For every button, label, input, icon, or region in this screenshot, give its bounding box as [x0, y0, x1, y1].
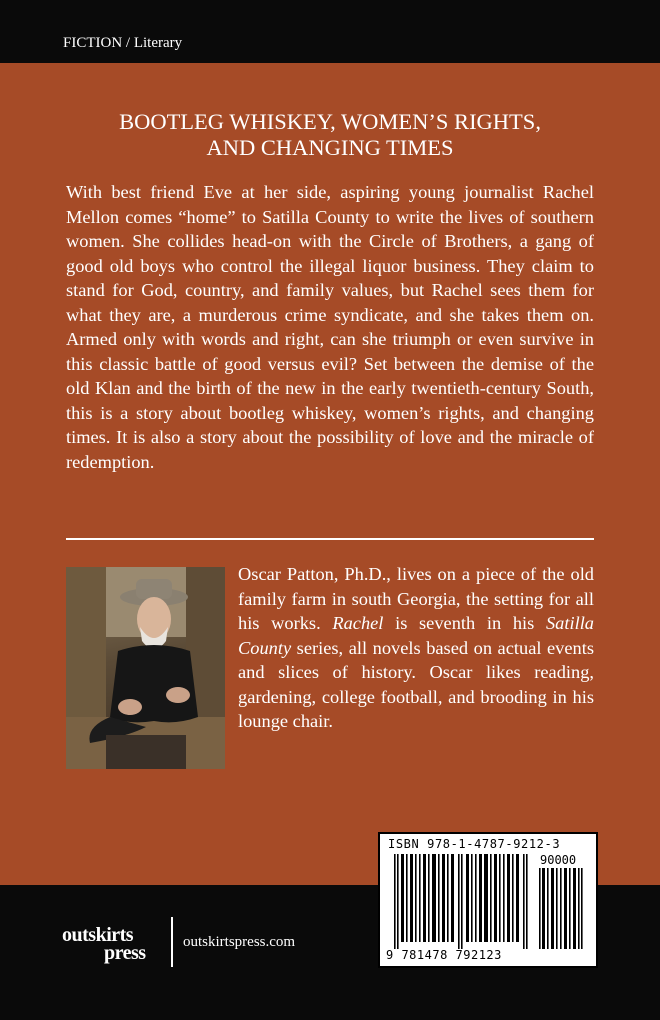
- publisher-logo-bottom: press: [104, 942, 146, 964]
- headline: [40, 109, 620, 161]
- book-blurb: With best friend Eve at her side, aspiring young journalist Rachel Mellon comes “home” to Satilla County to write the lives of southern women. She collides head-on with the Circle of Brothers, a gang of good old boys who control the illegal liquor business. They claim to stand for God, country, and family values, but Rachel sees them for what they are, a murderous crime syndicate, and she takes them on. Armed only with words and right, can she triumph or even survive in this classic battle of good versus evil? Set between the demise of the old Klan and the birth of the new in the early twentieth-century South, this is a story about bootleg whiskey, women’s rights, and changing times. It is also a story about the possibility of love and the miracle of redemption.: [66, 182, 594, 472]
- author-bio-series-title: Satilla County: [238, 613, 594, 658]
- headline-line-1: BOOTLEG WHISKEY, WOMEN’S RIGHTS,: [119, 109, 541, 134]
- barcode-addon-bars-icon: [538, 868, 584, 949]
- author-bio-part-3: series, all novels based on actual events and slices of history. Oscar likes reading, gardening, college football, and brooding in his lounge chair.: [238, 637, 594, 731]
- isbn-text: ISBN 978-1-4787-9212-3: [388, 837, 561, 851]
- top-band: [0, 0, 660, 63]
- author-photo-illustration: [66, 567, 225, 769]
- barcode-bars-icon: [392, 854, 532, 949]
- publisher-website: outskirtspress.com: [183, 934, 296, 950]
- publisher-divider: [171, 917, 173, 967]
- barcode-price-code: 90000: [540, 853, 577, 867]
- ean-digits: 9 781478 792123: [386, 948, 502, 962]
- author-photo: [66, 567, 225, 769]
- section-divider: [66, 538, 594, 540]
- headline-line-2: AND CHANGING TIMES: [206, 135, 454, 160]
- author-bio-part-2: is seventh in his: [383, 613, 546, 633]
- publisher-logo: [62, 924, 158, 968]
- isbn-barcode: [378, 832, 598, 968]
- genre-label: FICTION / Literary: [63, 35, 183, 51]
- publisher-logo-top: outskirts: [62, 924, 134, 946]
- author-bio-part-1: Oscar Patton, Ph.D., lives on a piece of the old family farm in south Georgia, the setting for all his works.: [238, 564, 594, 633]
- author-bio-book-title: Rachel: [332, 613, 384, 633]
- author-bio: [238, 562, 594, 734]
